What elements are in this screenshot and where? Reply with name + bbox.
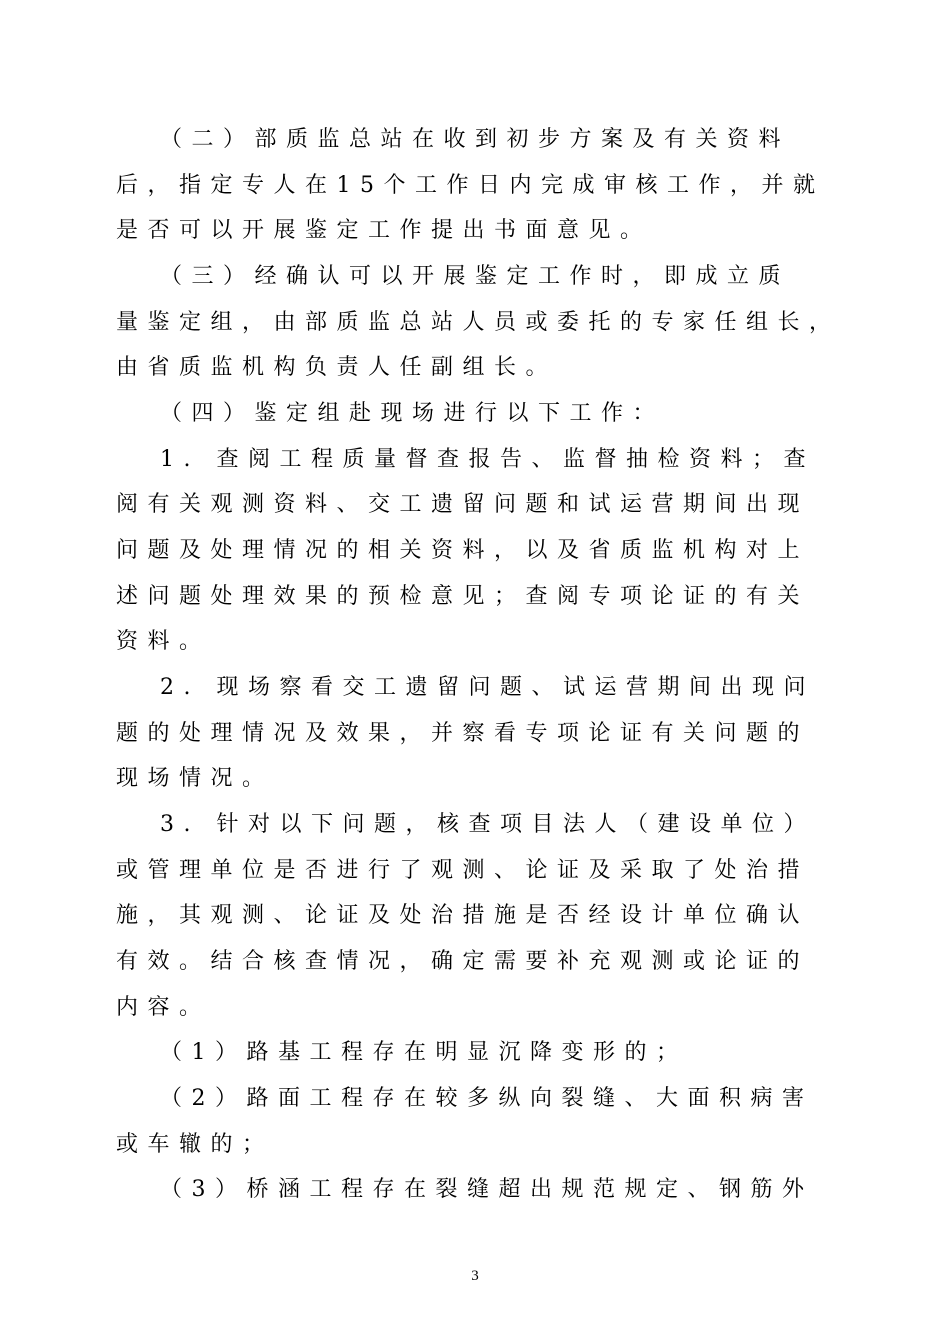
paragraph-line: 后，指定专人在15个工作日内完成审核工作，并就 (116, 173, 825, 198)
paragraph-line: （四）鉴定组赴现场进行以下工作： (160, 401, 665, 426)
page-number: 3 (471, 1268, 479, 1284)
paragraph-line: 阅有关观测资料、交工遗留问题和试运营期间出现 (116, 492, 810, 517)
paragraph-line: （3）桥涵工程存在裂缝超出规范规定、钢筋外 (160, 1177, 814, 1202)
paragraph-line: 是否可以开展鉴定工作提出书面意见。 (116, 218, 652, 243)
paragraph-line: （1）路基工程存在明显沉降变形的； (160, 1040, 688, 1065)
paragraph-line: 问题及处理情况的相关资料，以及省质监机构对上 (116, 538, 810, 563)
paragraph-line: 题的处理情况及效果，并察看专项论证有关问题的 (116, 721, 810, 746)
paragraph-line: 量鉴定组，由部质监总站人员或委托的专家任组长， (116, 310, 841, 335)
paragraph-line: 施，其观测、论证及处治措施是否经设计单位确认 (116, 903, 810, 928)
paragraph-line: 述问题处理效果的预检意见；查阅专项论证的有关 (116, 584, 810, 609)
paragraph-line: 或管理单位是否进行了观测、论证及采取了处治措 (116, 858, 810, 883)
paragraph-line: 1. 查阅工程质量督查报告、监督抽检资料；查 (160, 447, 815, 472)
paragraph-line: （二）部质监总站在收到初步方案及有关资料 (160, 127, 791, 152)
paragraph-line: 或车辙的； (116, 1132, 274, 1157)
paragraph-line: 现场情况。 (116, 766, 274, 791)
paragraph-line: 有效。结合核查情况，确定需要补充观测或论证的 (116, 949, 810, 974)
paragraph-line: 由省质监机构负责人任副组长。 (116, 355, 558, 380)
paragraph-line: 2. 现场察看交工遗留问题、试运营期间出现问 (160, 675, 815, 700)
paragraph-line: （三）经确认可以开展鉴定工作时，即成立质 (160, 264, 791, 289)
paragraph-line: 资料。 (116, 629, 211, 654)
paragraph-line: 3. 针对以下问题，核查项目法人（建设单位） (160, 812, 815, 837)
paragraph-line: 内容。 (116, 995, 211, 1020)
paragraph-line: （2）路面工程存在较多纵向裂缝、大面积病害 (160, 1086, 814, 1111)
